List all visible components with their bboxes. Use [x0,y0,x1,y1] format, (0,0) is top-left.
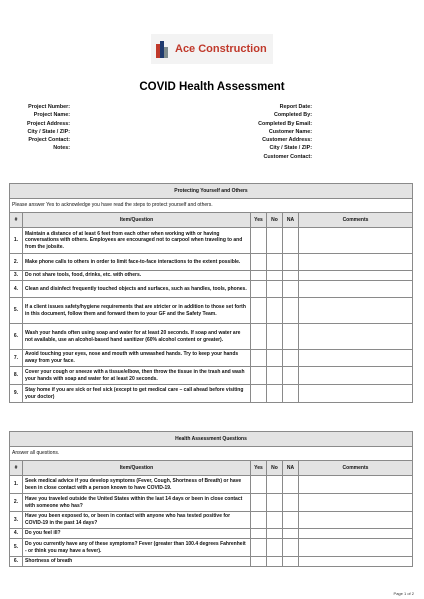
col-no: No [266,213,282,228]
col-yes: Yes [250,461,266,476]
no-cell[interactable] [266,539,282,557]
col-comments: Comments [298,213,412,228]
comments-cell[interactable] [298,494,412,512]
comments-cell[interactable] [298,324,412,350]
row-number: 8. [10,367,23,385]
yes-cell[interactable] [250,539,266,557]
na-cell[interactable] [282,539,298,557]
no-cell[interactable] [266,367,282,385]
table-row [10,529,413,539]
section-rows [10,476,413,567]
na-cell[interactable] [282,557,298,567]
comments-cell[interactable] [298,281,412,298]
comments-cell[interactable] [298,539,412,557]
yes-cell[interactable] [250,385,266,403]
no-cell[interactable] [266,228,282,254]
field-label: City / State / ZIP: [27,128,70,135]
section-instruction: Please answer Yes to acknowledge you have read the steps to protect yourself and others. [10,199,413,213]
na-cell[interactable] [282,228,298,254]
protecting-section-table [9,183,413,403]
question-text: If a client issues safety/hygiene requirements that are stricter or in addition to those set forth in this document, follow them and forward them to your GF and the Safety Team. [23,298,251,324]
col-item: Item/Question [23,213,251,228]
row-number: 6. [10,557,23,567]
field-label: Project Address: [27,120,70,127]
na-cell[interactable] [282,271,298,281]
table-row [10,512,413,529]
yes-cell[interactable] [250,228,266,254]
na-cell[interactable] [282,324,298,350]
company-name: Ace Construction [175,43,267,55]
no-cell[interactable] [266,385,282,403]
question-text: Wash your hands often using soap and water for at least 20 seconds. If soap and water are not available, use an alcohol-based hand sanitizer (60% alcohol content or greater). [23,324,251,350]
na-cell[interactable] [282,367,298,385]
table-row [10,271,413,281]
col-num: # [10,213,23,228]
col-yes: Yes [250,213,266,228]
comments-cell[interactable] [298,512,412,529]
no-cell[interactable] [266,350,282,367]
table-row [10,228,413,254]
table-row [10,350,413,367]
no-cell[interactable] [266,298,282,324]
field-label: Project Number: [28,104,70,110]
question-text: Clean and disinfect frequently touched objects and surfaces, such as handles, tools, phones. [23,281,251,298]
question-text: Avoid touching your eyes, nose and mouth with unwashed hands. Try to keep your hands away from your face. [23,350,251,367]
table-row [10,494,413,512]
table-row [10,367,413,385]
yes-cell[interactable] [250,557,266,567]
table-row [10,324,413,350]
field-label: Completed By: [273,112,312,119]
field-label: Project Name: [33,112,70,119]
comments-cell[interactable] [298,271,412,281]
na-cell[interactable] [282,281,298,298]
section-title: Protecting Yourself and Others [10,184,413,199]
no-cell[interactable] [266,324,282,350]
comments-cell[interactable] [298,557,412,567]
field-label: Customer Contact: [263,153,312,160]
col-item: Item/Question [23,461,251,476]
question-text: Stay home if you are sick or feel sick (except to get medical care – call ahead before visiting your doctor) [23,385,251,403]
na-cell[interactable] [282,494,298,512]
col-na: NA [282,213,298,228]
yes-cell[interactable] [250,350,266,367]
no-cell[interactable] [266,271,282,281]
row-number: 3. [10,271,23,281]
report-info-labels [220,103,312,161]
table-row [10,476,413,494]
no-cell[interactable] [266,476,282,494]
yes-cell[interactable] [250,281,266,298]
yes-cell[interactable] [250,529,266,539]
yes-cell[interactable] [250,512,266,529]
na-cell[interactable] [282,298,298,324]
row-number: 2. [10,254,23,271]
health-assessment-table [9,431,413,567]
field-label: Customer Name: [268,128,312,135]
na-cell[interactable] [282,350,298,367]
question-text: Cover your cough or sneeze with a tissue/elbow, then throw the tissue in the trash and wash your hands with soap and water for at least 20 seconds. [23,367,251,385]
table-row [10,254,413,271]
col-num: # [10,461,23,476]
yes-cell[interactable] [250,494,266,512]
row-number: 5. [10,298,23,324]
comments-cell[interactable] [298,367,412,385]
row-number: 2. [10,494,23,512]
comments-cell[interactable] [298,385,412,403]
field-label: Project Contact: [28,137,70,144]
question-text: Make phone calls to others in order to limit face-to-face interactions to the extent possible. [23,254,251,271]
field-label: Customer Address: [262,137,312,144]
table-row [10,539,413,557]
question-text: Shortness of breath [23,557,251,567]
no-cell[interactable] [266,281,282,298]
na-cell[interactable] [282,476,298,494]
yes-cell[interactable] [250,271,266,281]
row-number: 5. [10,539,23,557]
page-title: COVID Health Assessment [139,81,285,93]
question-text: Seek medical advice if you develop symptoms (Fever, Cough, Shortness of Breath) or have been in close contact with a person known to have COVID-19. [23,476,251,494]
building-logo-icon [155,39,169,59]
field-label: Completed By Email: [258,120,312,127]
row-number: 1. [10,476,23,494]
no-cell[interactable] [266,529,282,539]
na-cell[interactable] [282,385,298,403]
row-number: 6. [10,324,23,350]
comments-cell[interactable] [298,228,412,254]
row-number: 9. [10,385,23,403]
field-label: Notes: [53,145,70,152]
comments-cell[interactable] [298,350,412,367]
row-number: 1. [10,228,23,254]
no-cell[interactable] [266,512,282,529]
col-comments: Comments [298,461,412,476]
question-text: Do you currently have any of these symptoms? Fever (greater than 100.4 degrees Fahrenheit - or think you may have a fever). [23,539,251,557]
question-text: Have you been exposed to, or been in contact with anyone who has tested positive for COVID-19 in the past 14 days? [23,512,251,529]
na-cell[interactable] [282,529,298,539]
na-cell[interactable] [282,512,298,529]
yes-cell[interactable] [250,298,266,324]
project-info-labels [14,103,70,153]
col-no: No [266,461,282,476]
col-na: NA [282,461,298,476]
question-text: Do not share tools, food, drinks, etc. with others. [23,271,251,281]
no-cell[interactable] [266,557,282,567]
table-row [10,281,413,298]
no-cell[interactable] [266,494,282,512]
section-title: Health Assessment Questions [10,432,413,447]
table-row [10,557,413,567]
yes-cell[interactable] [250,324,266,350]
row-number: 3. [10,512,23,529]
section-instruction: Answer all questions. [10,447,413,461]
table-row [10,385,413,403]
question-text: Do you feel ill? [23,529,251,539]
question-text: Have you traveled outside the United States within the last 14 days or been in close contact with someone who has? [23,494,251,512]
na-cell[interactable] [282,254,298,271]
row-number: 7. [10,350,23,367]
field-label: City / State / ZIP: [269,145,312,152]
question-text: Maintain a distance of at least 6 feet from each other when working with or having conversations with others. Employees are encouraged not to carpool when traveling to and from the jobsite. [23,228,251,254]
table-row [10,298,413,324]
company-logo [151,34,273,64]
yes-cell[interactable] [250,476,266,494]
row-number: 4. [10,281,23,298]
section-rows [10,228,413,403]
comments-cell[interactable] [298,298,412,324]
yes-cell[interactable] [250,254,266,271]
no-cell[interactable] [266,254,282,271]
field-label: Report Date: [279,104,312,110]
page-number: Page 1 of 2 [393,591,414,596]
yes-cell[interactable] [250,367,266,385]
comments-cell[interactable] [298,529,412,539]
comments-cell[interactable] [298,254,412,271]
comments-cell[interactable] [298,476,412,494]
row-number: 4. [10,529,23,539]
